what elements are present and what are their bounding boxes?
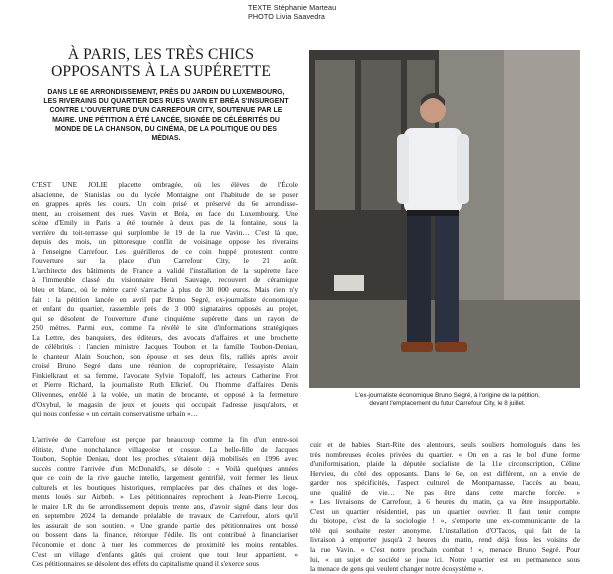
text-line: Olivennes, enrôlé à la volée, un matin de brocante, et opposé à la fermeture (32, 390, 298, 400)
text-line: lui, « un sujet de société se joue ici. Notre quartier est en permanence sous (310, 554, 580, 564)
text-line: fait : la pétition lancée en avril par Bruno Segré, ex-journaliste économique (32, 294, 298, 304)
text-line: l'ouverture sur la place d'un Carrefour City, le 21 août. (32, 256, 298, 266)
photo-illustration (309, 50, 580, 388)
text-line: Hervieu, du côté des opposants. Dans le 6e, on est différent, on a envie de (310, 468, 580, 478)
text-line: cuir et de babies Start-Rite des alentours, seuls souliers homologués dans les (310, 440, 580, 449)
body-column-bottom-right (310, 440, 580, 574)
text-line: du biotope, c'est de la sociologie ! », s'emporte une ex-communicante de la (310, 516, 580, 526)
photo-caption (320, 392, 575, 409)
credit-photographer: PHOTO Livia Saavedra (248, 12, 325, 21)
body-column-bottom-left (32, 435, 298, 569)
text-line: « Les livraisons de Carrefour, à 6 heures du matin, ça va être insupportable. (310, 497, 580, 507)
caption-line-1: L'ex-journaliste économique Bruno Segré, à l'origine de la pétition, (355, 392, 540, 399)
text-line: et enfant du quartier, rassemble près de 3 000 signataires opposés au projet, (32, 304, 298, 314)
text-line: d'Oxybul, le magasin de jeux et jouets qui occupait l'adresse jusqu'alors, et (32, 399, 298, 409)
caption-line-2: devant l'emplacement du futur Carrefour City, le 8 juillet. (369, 400, 526, 408)
text-line: d'uniformisation, plaide la députée socialiste de la 11e circonscription, Céline (310, 459, 580, 469)
text-line: ment, au croisement des rues Vavin et Bréa, en face du Luxembourg. Une (32, 208, 298, 218)
text-line: L'arrivée de Carrefour est perçue par beaucoup comme la fin d'un entre-soi (32, 435, 298, 444)
text-line: la menace de gens qui veulent changer notre écosystème ». (310, 564, 484, 574)
text-line: et Pierre Richard, la journaliste Ruth Elkrief. Ou l'homme d'affaires Denis (32, 380, 298, 390)
text-line: Ces pétitionnaires se désolent des effets du capitalisme quand il s'exerce sous (32, 559, 259, 569)
headline-line-2: OPPOSANTS À LA SUPÉRETTE (51, 63, 271, 80)
text-line: C'EST UNE JOLIE placette ombragée, où les élèves de l'École (32, 180, 298, 189)
text-line: bleu et blanc, où le mètre carré s'arrache à plus de 30 000 euros. Mais rien n'y (32, 285, 298, 295)
text-line: La Lettre, des banquiers, des éditeurs, des avocats d'affaires et une brochette (32, 332, 298, 342)
text-line: que ce coin de la rive gauche intello, largement gentrifié, voit fermer les lieux (32, 473, 298, 483)
text-line: très nombreuses écoles privées du quartier. « On en a ras le bol d'une forme (310, 449, 580, 459)
text-line: scène d'Emily in Paris a été tournée à deux pas de la fontaine, sous la (32, 218, 298, 228)
article-standfirst: DANS LE 6E ARRONDISSEMENT, PRÈS DU JARDIN DU LUXEMBOURG, LES RIVERAINS DU QUARTIER DES RUES VAVIN ET BRÉA S'INSURGENT CONTRE L'OUVERTURE D'UN CARREFOUR CITY, SOUTENUE PAR LE MAIRE. UNE PÉTITION A ÉTÉ LANCÉE, SIGNÉE DE CÉLÉBRITÉS DU MONDE DE LA CHANSON, DU CINÉMA, DE LA POLITIQUE OU DES MÉDIAS. (43, 89, 289, 143)
text-line: qui se désolent de l'ouverture d'une cinquième supérette dans un rayon de (32, 313, 298, 323)
text-line: garder nos spécificités, l'aspect culturel de Montparnasse, l'accès au beau, (310, 478, 580, 488)
text-line: en septembre 2024 la demande préalable de travaux de Carrefour, alors qu'il (32, 511, 298, 521)
article-headline (20, 46, 302, 80)
text-line: de célébrités : l'ancien ministre Jacques Toubon et la famille Toubon-Deniau, (32, 342, 298, 352)
text-line: 250 mètres. Parmi eux, comme l'a révélé le site d'informations stratégiques (32, 323, 298, 333)
text-line: l'économie et donc à tuer les commerces de proximité les moins rentables. (32, 540, 298, 550)
headline-line-1: À PARIS, LES TRÈS CHICS (67, 46, 255, 63)
text-line: à l'immeuble classé du visionnaire Henri Sauvage, recouvert de céramique (32, 275, 298, 285)
text-line: ments loués sur Airbnb. » Les pétitionnaires reprochent à Jean-Pierre Lecoq, (32, 492, 298, 502)
text-line: C'est un village d'enfants gâtés qui croient que tout leur appartient. » (32, 549, 298, 559)
text-line: ou bossent dans la finance, rétorque l'édile. Ils ont contribué à financiariser (32, 530, 298, 540)
text-line: Toubon, Sophie Deniau, dont les proches s'étaient déjà mobilisés en 1996 avec (32, 454, 298, 464)
text-line: le chanteur Alain Souchon, son épouse et ses deux fils, ralliés après avoir (32, 351, 298, 361)
text-line: qui nous confesse « un certain conservatisme urbain »… (32, 409, 199, 419)
article-photo (309, 50, 580, 388)
text-line: L'architecte des bâtiments de France a validé l'installation de la supérette face (32, 265, 298, 275)
credits (248, 3, 368, 21)
body-column-main (32, 180, 298, 419)
text-line: en grappes après les cours. Un coin prisé et préservé du 6e arrondisse- (32, 199, 298, 209)
text-line: une qualité de vie… Ne pas être dans cette marche forcée. » (310, 487, 580, 497)
text-line: élitiste, d'une nonchalance villageoise et cossue. La belle-fille de Jacques (32, 444, 298, 454)
text-line: les assurait de son soutien. « Une grande partie des pétitionnaires ont bossé (32, 520, 298, 530)
text-line: alsacienne, de Stanislas ou du lycée Montaigne ont l'habitude de se poser (32, 189, 298, 199)
text-line: livraison à emporter jusqu'à 2 heures du matin, rend déjà fous les voisins de (310, 535, 580, 545)
text-line: verrière du toit-terrasse qui surplombe le 19 de la rue Vavin… C'est là que, (32, 227, 298, 237)
text-line: télé qui souhaite rester anonyme. L'installation d'O'Tacos, qui fait de la (310, 525, 580, 535)
text-line: Finkielkraut et sa femme, l'avocate Sylvie Topaloff, les acteurs Catherine Frot (32, 370, 298, 380)
text-line: C'est un quartier résidentiel, pas un quartier ouvrier. Il faut tenir compte (310, 506, 580, 516)
text-line: la rue Vavin. « C'est notre prochain combat ! », menace Bruno Segré. Pour (310, 545, 580, 555)
text-line: culturels et les boutiques historiques, remplacées par des chaînes et des loge- (32, 482, 298, 492)
text-line: succès contre l'arrivée d'un McDonald's, se désole : « Voilà quelques années (32, 463, 298, 473)
text-line: depuis des mois, un pittoresque conflit de voisinage oppose les riverains (32, 237, 298, 247)
text-line: croisé Bruno Segré dans une réunion de copropriétaire, l'essayiste Alain (32, 361, 298, 371)
credit-text-author: TEXTE Stéphanie Marteau (248, 3, 337, 12)
text-line: à l'enseigne Carrefour. Les guérilleros de ce coin huppé protestent contre (32, 246, 298, 256)
text-line: le maire LR du 6e arrondissement depuis trente ans, d'avoir signé dans leur dos (32, 501, 298, 511)
